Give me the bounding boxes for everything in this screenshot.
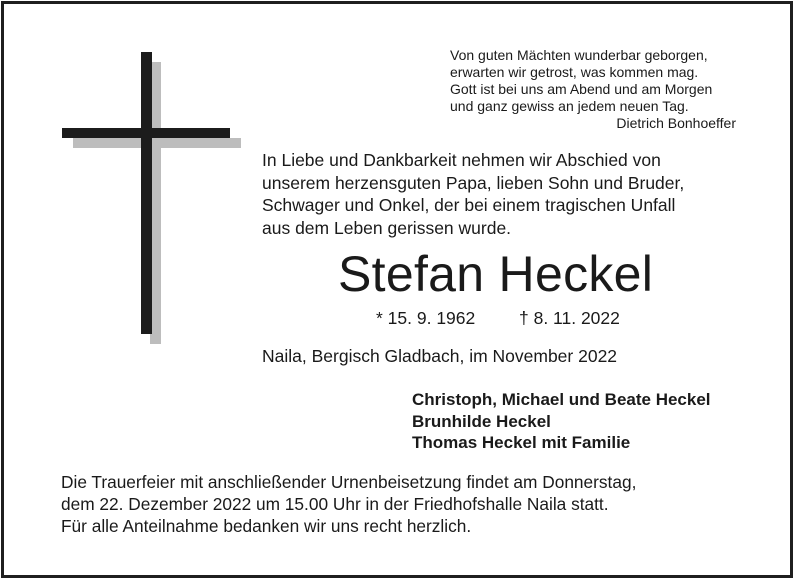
quote-line: erwarten wir getrost, was kommen mag. xyxy=(450,64,699,80)
bonhoeffer-quote xyxy=(450,47,750,132)
death-date: † 8. 11. 2022 xyxy=(519,308,620,328)
mourner-name: Brunhilde Heckel xyxy=(412,411,551,431)
quote-line: Gott ist bei uns am Abend und am Morgen xyxy=(450,81,713,97)
farewell-line: In Liebe und Dankbarkeit nehmen wir Abschied von xyxy=(262,150,661,170)
deceased-name: Stefan Heckel xyxy=(338,246,654,302)
quote-line: Von guten Mächten wunderbar geborgen, xyxy=(450,47,708,63)
mourner-name: Thomas Heckel mit Familie xyxy=(412,433,631,452)
funeral-line: dem 22. Dezember 2022 um 15.00 Uhr in der Friedhofshalle Naila statt. xyxy=(61,494,609,514)
funeral-line: Die Trauerfeier mit anschließender Urnenbeisetzung findet am Donnerstag, xyxy=(61,472,637,492)
mourner-name: Christoph, Michael und Beate Heckel xyxy=(412,390,711,409)
mourners-list xyxy=(412,389,711,454)
thanks-note: Für alle Anteilnahme bedanken wir uns recht herzlich. xyxy=(61,516,472,536)
farewell-line: unserem herzensguten Papa, lieben Sohn und Bruder, xyxy=(262,172,685,193)
cross-shadow-horizontal xyxy=(73,138,241,148)
birth-date: * 15. 9. 1962 xyxy=(376,308,476,328)
farewell-text xyxy=(262,149,702,239)
farewell-line: aus dem Leben gerissen wurde. xyxy=(262,217,512,238)
quote-author: Dietrich Bonhoeffer xyxy=(616,115,736,131)
cross-beam-horizontal xyxy=(62,128,230,138)
farewell-line: Schwager und Onkel, der bei einem tragischen Unfall xyxy=(262,195,676,215)
funeral-details xyxy=(61,471,636,515)
quote-line: und ganz gewiss an jedem neuen Tag. xyxy=(450,98,689,114)
place-and-date: Naila, Bergisch Gladbach, im November 2022 xyxy=(262,346,618,366)
cross-beam-vertical xyxy=(141,52,152,334)
